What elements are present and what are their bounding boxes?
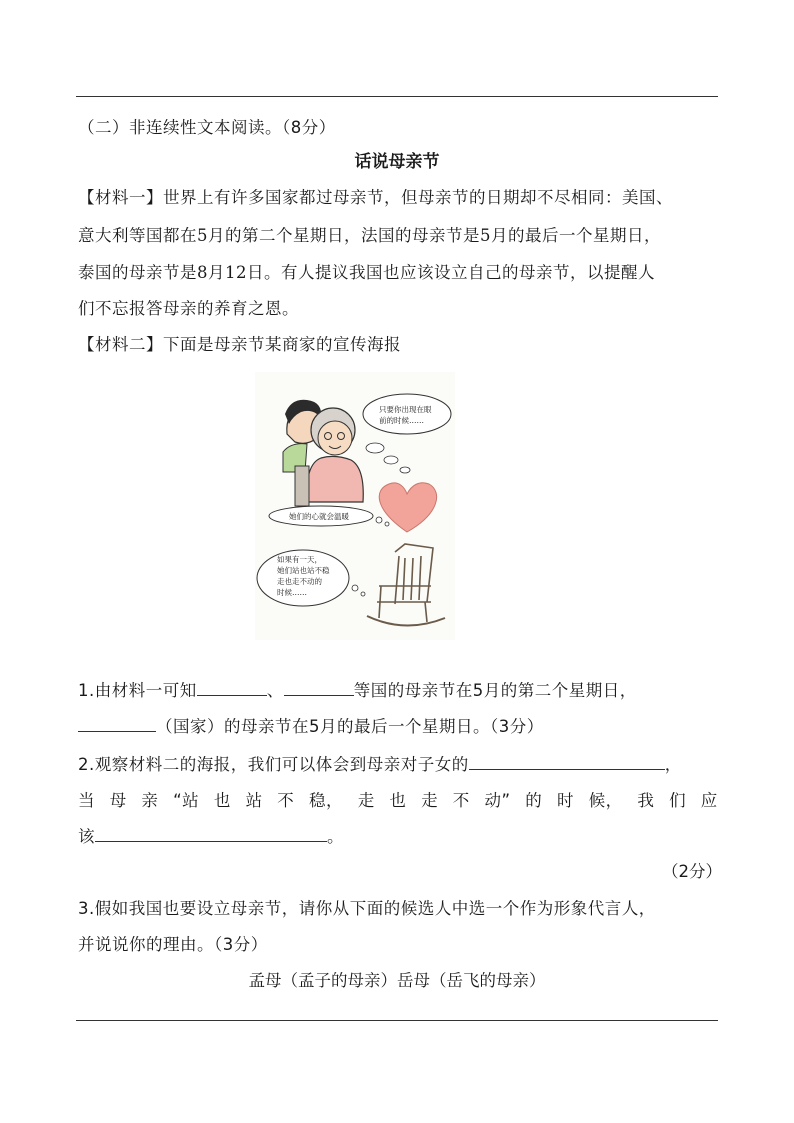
mothers-day-poster — [255, 372, 455, 640]
material2-label: 【材料二】 — [78, 335, 163, 354]
q2-char: 稳， — [308, 791, 343, 810]
q2-char: 的 — [525, 791, 543, 810]
top-rule — [76, 96, 718, 97]
speech-bubble-2 — [269, 506, 373, 526]
bubble1-line2: 前的时候…… — [379, 416, 424, 425]
q2-char: 走 — [357, 791, 375, 810]
q2-char: 亲 — [141, 791, 159, 810]
q2-char: 时 — [556, 791, 574, 810]
q1-answer-blank-1[interactable] — [197, 680, 267, 696]
q2-char: 站 — [245, 791, 263, 810]
q2-line-3 — [78, 823, 344, 847]
q1-mid: 等国的母亲节在5月的第二个星期日， — [353, 681, 637, 700]
material1-line-3: 泰国的母亲节是8月12日。有人提议我国也应该设立自己的母亲节，以提醒人 — [78, 263, 655, 282]
q2-char: 们 — [669, 791, 687, 810]
q1-prefix: 1.由材料一可知 — [78, 681, 197, 700]
material1-text-1: 世界上有许多国家都过母亲节，但母亲节的日期却不尽相同：美国、 — [163, 188, 673, 207]
q1-line-2 — [78, 713, 544, 737]
q2-char: 应 — [700, 791, 718, 810]
q2-char: 我 — [637, 791, 655, 810]
speech-bubble-1 — [363, 394, 451, 434]
bubble3-line3: 走也走不动的 — [277, 577, 322, 586]
bubble3-line4: 时候…… — [277, 588, 307, 597]
material1-line-2: 意大利等国都在5月的第二个星期日，法国的母亲节是5月的最后一个星期日， — [78, 226, 661, 245]
q3-line-1: 3.假如我国也要设立母亲节，请你从下面的候选人中选一个作为形象代言人， — [78, 899, 656, 918]
q1-line2-text: （国家）的母亲节在5月的最后一个星期日。（3分） — [156, 717, 544, 736]
q3-candidates: 孟母（孟子的母亲）岳母（岳飞的母亲） — [248, 971, 546, 990]
q2-answer-blank-2[interactable] — [95, 826, 327, 842]
q2-char: 也 — [389, 791, 407, 810]
q2-comma: ， — [664, 755, 682, 774]
q2-line-1 — [78, 751, 682, 775]
section-heading: （二）非连续性文本阅读。（8分） — [78, 118, 336, 137]
bubble2-text: 她们的心就会温暖 — [289, 512, 349, 521]
material1-line-4: 们不忘报答母亲的养育之恩。 — [78, 299, 299, 318]
bottom-rule — [76, 1020, 718, 1021]
q1-separator: 、 — [266, 681, 284, 700]
bubble1-line1: 只要你出现在眼 — [379, 405, 432, 414]
q1-answer-blank-3[interactable] — [78, 716, 156, 732]
q2-char: 不 — [277, 791, 295, 810]
q2-line3-end: 。 — [327, 827, 344, 846]
q2-char: 母 — [109, 791, 127, 810]
q3-line-2: 并说说你的理由。（3分） — [78, 935, 268, 954]
q2-char: 动” — [484, 791, 511, 810]
q2-char: 也 — [213, 791, 231, 810]
material1-line-1 — [78, 184, 673, 208]
speech-bubble-3 — [257, 550, 349, 606]
q2-score: （2分） — [662, 862, 722, 881]
q2-char: 当 — [78, 791, 95, 810]
bubble3-line1: 如果有一天， — [277, 555, 322, 564]
material2-line — [78, 331, 401, 355]
material2-text: 下面是母亲节某商家的宣传海报 — [163, 335, 401, 354]
material1-label: 【材料一】 — [78, 188, 163, 207]
q2-char: “站 — [173, 791, 200, 810]
q2-char: 不 — [452, 791, 470, 810]
q2-char: 候， — [588, 791, 623, 810]
q2-line3-prefix: 该 — [78, 827, 95, 846]
q2-answer-blank-1[interactable] — [469, 754, 665, 770]
q2-line-2 — [78, 787, 718, 811]
q2-prefix: 2.观察材料二的海报，我们可以体会到母亲对子女的 — [78, 755, 469, 774]
q2-char: 走 — [421, 791, 439, 810]
q1-line-1 — [78, 677, 637, 701]
bubble3-line2: 她们站也站不稳 — [277, 566, 330, 575]
q1-answer-blank-2[interactable] — [284, 680, 354, 696]
article-title: 话说母亲节 — [354, 152, 440, 172]
